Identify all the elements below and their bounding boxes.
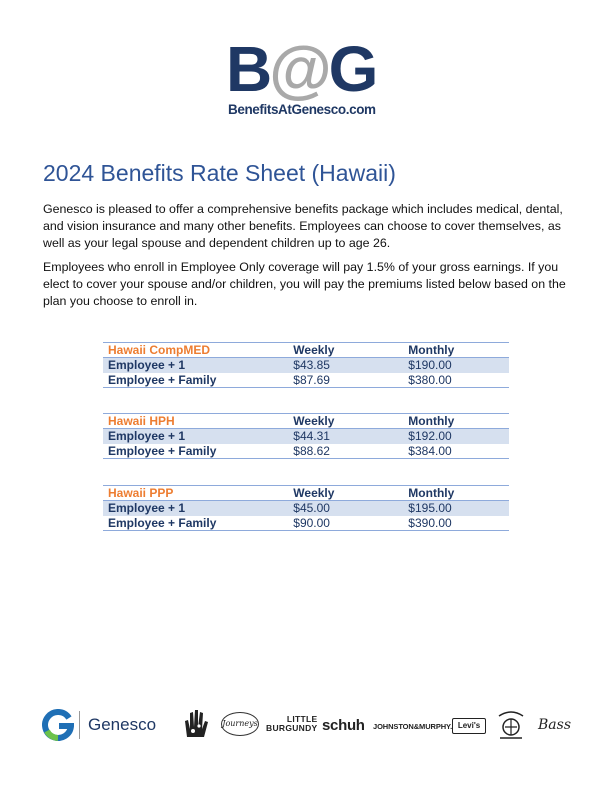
journeys-logo: Journeys (221, 712, 259, 736)
intro-paragraph: Genesco is pleased to offer a comprehensive benefits package which includes medical, dental, and vision insurance and many other benefits. Employees can choose to cover themselves, as well as your legal spouse and dependent children up to age 26. (43, 202, 563, 250)
plan-name: Hawaii PPP (108, 486, 174, 500)
table-row (103, 358, 509, 373)
table-row (103, 373, 509, 389)
table-header-row (103, 413, 509, 429)
weekly-rate: $44.31 (293, 429, 330, 444)
little-burgundy-line2: BURGUNDY (266, 723, 318, 733)
table-row (103, 516, 509, 532)
plan-name: Hawaii CompMED (108, 343, 211, 357)
logo-letter-b: B (226, 33, 270, 105)
schuh-logo: schuh (322, 717, 365, 734)
rate-table-hph (103, 413, 509, 459)
monthly-column-header: Monthly (408, 486, 455, 500)
weekly-rate: $87.69 (293, 372, 330, 387)
little-burgundy-line1: LITTLE (286, 714, 318, 724)
weekly-rate: $90.00 (293, 515, 330, 530)
coverage-tier: Employee + 1 (108, 501, 186, 516)
coverage-tier: Employee + 1 (108, 358, 186, 373)
monthly-rate: $192.00 (408, 429, 452, 444)
genesco-wordmark: Genesco (88, 715, 157, 734)
page-title: 2024 Benefits Rate Sheet (Hawaii) (43, 160, 396, 186)
benefits-at-genesco-logo (214, 33, 394, 124)
weekly-rate: $45.00 (293, 501, 330, 516)
table-row (103, 501, 509, 516)
rate-table-compmed (103, 342, 509, 388)
plan-name: Hawaii HPH (108, 414, 175, 428)
monthly-rate: $384.00 (408, 443, 452, 458)
coverage-tier: Employee + Family (108, 372, 217, 387)
table-row (103, 444, 509, 460)
monthly-rate: $190.00 (408, 358, 452, 373)
monthly-rate: $390.00 (408, 515, 452, 530)
monthly-column-header: Monthly (408, 343, 455, 357)
bass-logo: Bass (538, 717, 572, 733)
johnston-murphy-logo: JOHNSTON&MURPHY. (373, 722, 453, 731)
monthly-rate: $380.00 (408, 372, 452, 387)
logo-at-sign: @ (269, 33, 329, 105)
logo-mark (226, 33, 376, 105)
footer-divider (79, 711, 80, 739)
table-row (103, 429, 509, 444)
levis-logo: Levi's (452, 718, 486, 734)
genesco-g-icon (42, 709, 74, 741)
weekly-column-header: Weekly (293, 343, 335, 357)
brand-footer (0, 705, 612, 755)
weekly-column-header: Weekly (293, 486, 335, 500)
monthly-column-header: Monthly (408, 414, 455, 428)
weekly-rate: $88.62 (293, 443, 330, 458)
logo-letter-g: G (328, 33, 376, 105)
coverage-tier: Employee + 1 (108, 429, 186, 444)
monthly-rate: $195.00 (408, 501, 452, 516)
weekly-column-header: Weekly (293, 414, 335, 428)
little-burgundy-logo (266, 715, 318, 733)
table-header-row (103, 485, 509, 501)
dockers-emblem-icon (496, 708, 526, 742)
hand-brand-icon (181, 707, 211, 741)
rate-table-ppp (103, 485, 509, 531)
table-header-row (103, 342, 509, 358)
premium-paragraph: Employees who enroll in Employee Only coverage will pay 1.5% of your gross earnings. If you elect to cover your spouse and/or children, you will pay the premiums listed below based on the plan you choose to enroll in. (43, 260, 566, 308)
weekly-rate: $43.85 (293, 358, 330, 373)
coverage-tier: Employee + Family (108, 515, 217, 530)
logo-url-text: BenefitsAtGenesco.com (228, 102, 376, 117)
coverage-tier: Employee + Family (108, 443, 217, 458)
